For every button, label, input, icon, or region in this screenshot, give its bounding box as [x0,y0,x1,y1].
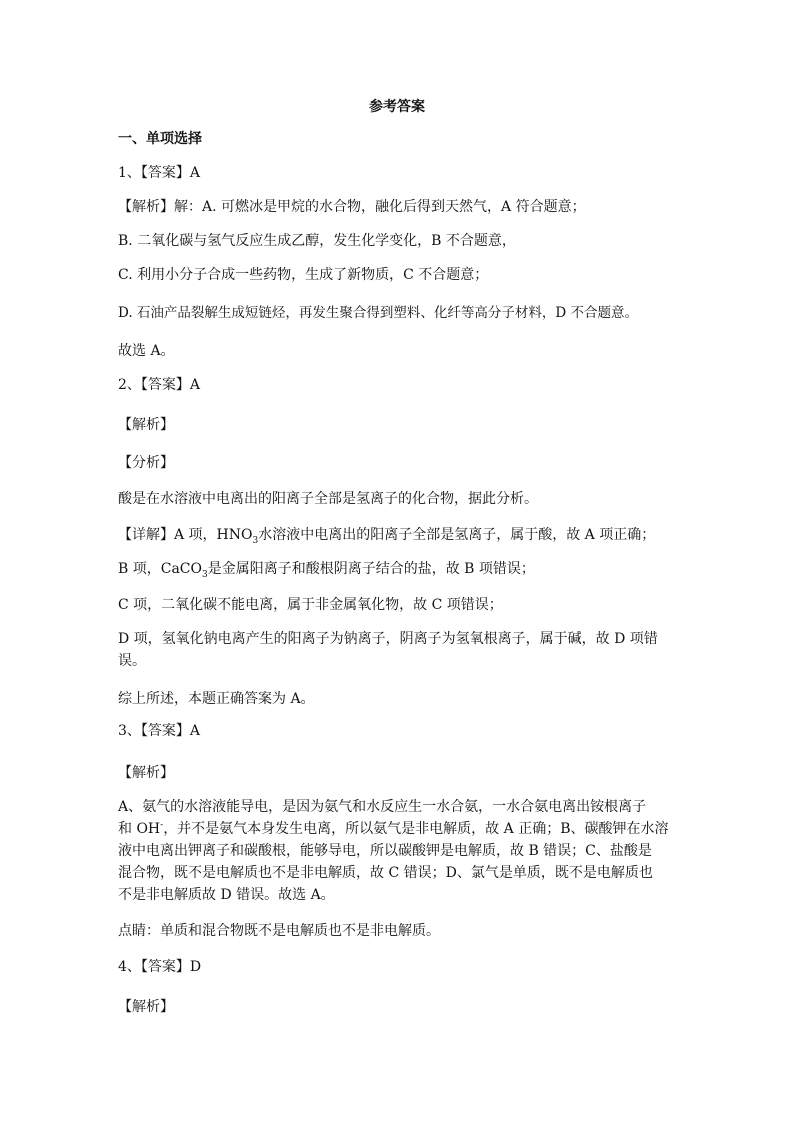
q3-paragraph-line [118,818,688,840]
q3-line2-prefix: 和 OH [118,821,161,837]
q3-answer: 3、【答案】A [118,723,201,739]
q2-answer: 2、【答案】A [118,377,201,393]
q1-answer: 1、【答案】A [118,165,201,181]
q2-summary: 综上所述，本题正确答案为 A。 [118,691,315,707]
q3-analysis-label: 【解析】 [118,765,174,781]
q3-paragraph-line: 液中电离出钾离子和碳酸根，能够导电，所以碳酸钾是电解质，故 B 错误；C、盐酸是 [118,843,652,859]
page-title: 参考答案 [369,99,425,115]
q2-fenxi-label: 【分析】 [118,455,174,471]
q3-paragraph-line: A、氨气的水溶液能导电，是因为氨气和水反应生一水合氨，一水合氨电离出铵根离子 [118,799,647,815]
q2-b-suffix: 是金属阳离子和酸根阴离子结合的盐，故 B 项错误； [207,561,535,577]
q3-note: 点睛：单质和混合物既不是电解质也不是非电解质。 [118,923,440,939]
q4-answer: 4、【答案】D [118,959,202,975]
q2-analysis-label: 【解析】 [118,417,174,433]
q1-option-d: D. 石油产品裂解生成短链烃，再发生聚合得到塑料、化纤等高分子材料，D 不合题意。 [118,305,639,321]
q2-detail-prefix: 【详解】A 项，HNO [118,527,253,543]
q1-option-b: B. 二氧化碳与氢气反应生成乙醇，发生化学变化，B 不合题意， [118,233,516,249]
q2-option-b [118,558,688,580]
q2-b-subscript: 3 [202,569,208,580]
q2-detail [118,524,688,546]
q2-detail-subscript: 3 [252,535,259,546]
q2-fenxi-text: 酸是在水溶液中电离出的阳离子全部是氢离子的化合物，据此分析。 [118,491,538,507]
q4-analysis-label: 【解析】 [118,999,174,1015]
q3-paragraph-line: 不是非电解质故 D 错误。故选 A。 [118,887,335,903]
q2-option-d: D 项，氢氧化钠电离产生的阳离子为钠离子，阴离子为氢氧根离子，属于碱，故 D 项错误。 [118,631,658,669]
q1-conclusion: 故选 A。 [118,343,175,359]
q2-option-c: C 项，二氧化碳不能电离，属于非金属氧化物，故 C 项错误； [118,597,503,613]
q2-b-prefix: B 项，CaCO [118,561,202,577]
q1-analysis: 【解析】解：A. 可燃冰是甲烷的水合物，融化后得到天然气，A 符合题意； [118,199,586,215]
q1-option-c: C. 利用小分子合成一些药物，生成了新物质，C 不合题意； [118,267,489,283]
section-heading: 一、单项选择 [118,131,202,147]
q2-detail-suffix: 水溶液中电离出的阳离子全部是氢离子，属于酸，故 A 项正确； [258,527,656,543]
q3-line2-superscript: - [160,820,164,831]
q3-paragraph-line: 混合物，既不是电解质也不是非电解质，故 C 错误；D、氯气是单质，既不是电解质也 [118,865,653,881]
q3-line2-suffix: ，并不是氨气本身发生电离，所以氨气是非电解质，故 A 正确；B、碳酸钾在水溶 [163,821,669,837]
